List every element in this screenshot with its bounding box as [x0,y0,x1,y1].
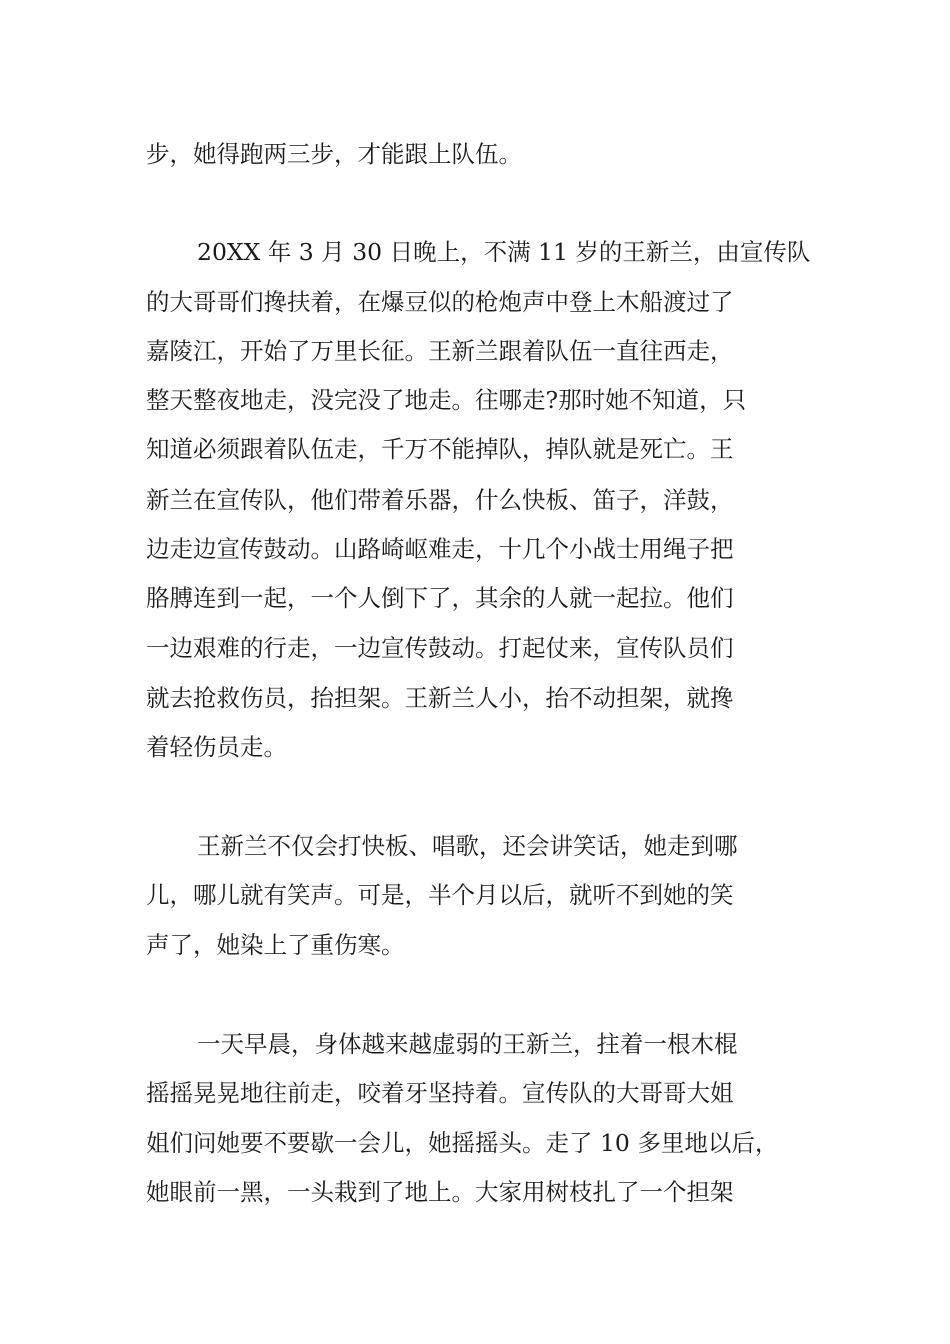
paragraph-3-line-1: 王新兰不仅会打快板、唱歌，还会讲笑话，她走到哪 [197,832,738,860]
paragraph-2-line-4: 整天整夜地走，没完没了地走。往哪走?那时她不知道，只 [146,386,747,414]
paragraph-1-line-1: 步，她得跑两三步，才能跟上队伍。 [146,140,522,168]
paragraph-2-line-8: 胳膊连到一起，一个人倒下了，其余的人就一起拉。他们 [146,584,734,612]
paragraph-4-line-2: 摇摇晃晃地往前走，咬着牙坚持着。宣传队的大哥哥大姐 [146,1079,734,1107]
paragraph-2-line-6: 新兰在宣传队，他们带着乐器，什么快板、笛子，洋鼓， [146,486,734,514]
paragraph-4-line-3: 姐们问她要不要歇一会儿，她摇摇头。走了 10 多里地以后， [146,1129,779,1157]
paragraph-2-line-1: 20XX 年 3 月 30 日晚上，不满 11 岁的王新兰，由宣传队 [197,238,811,266]
paragraph-2-line-9: 一边艰难的行走，一边宣传鼓动。打起仗来，宣传队员们 [146,634,734,662]
paragraph-2-line-11: 着轻伤员走。 [146,733,287,761]
paragraph-2-line-10: 就去抢救伤员，抬担架。王新兰人小，抬不动担架，就搀 [146,684,734,712]
paragraph-3-line-3: 声了，她染上了重伤寒。 [146,931,405,959]
paragraph-4-line-4: 她眼前一黑，一头栽到了地上。大家用树枝扎了一个担架 [146,1178,734,1206]
paragraph-2-line-3: 嘉陵江，开始了万里长征。王新兰跟着队伍一直往西走， [146,337,734,365]
paragraph-3-line-2: 儿，哪儿就有笑声。可是，半个月以后，就听不到她的笑 [146,881,734,909]
paragraph-4-line-1: 一天早晨，身体越来越虚弱的王新兰，拄着一根木棍 [197,1030,738,1058]
paragraph-2-line-2: 的大哥哥们搀扶着，在爆豆似的枪炮声中登上木船渡过了 [146,288,734,316]
paragraph-2-line-7: 边走边宣传鼓动。山路崎岖难走，十几个小战士用绳子把 [146,535,734,563]
paragraph-2-line-5: 知道必须跟着队伍走，千万不能掉队，掉队就是死亡。王 [146,435,734,463]
